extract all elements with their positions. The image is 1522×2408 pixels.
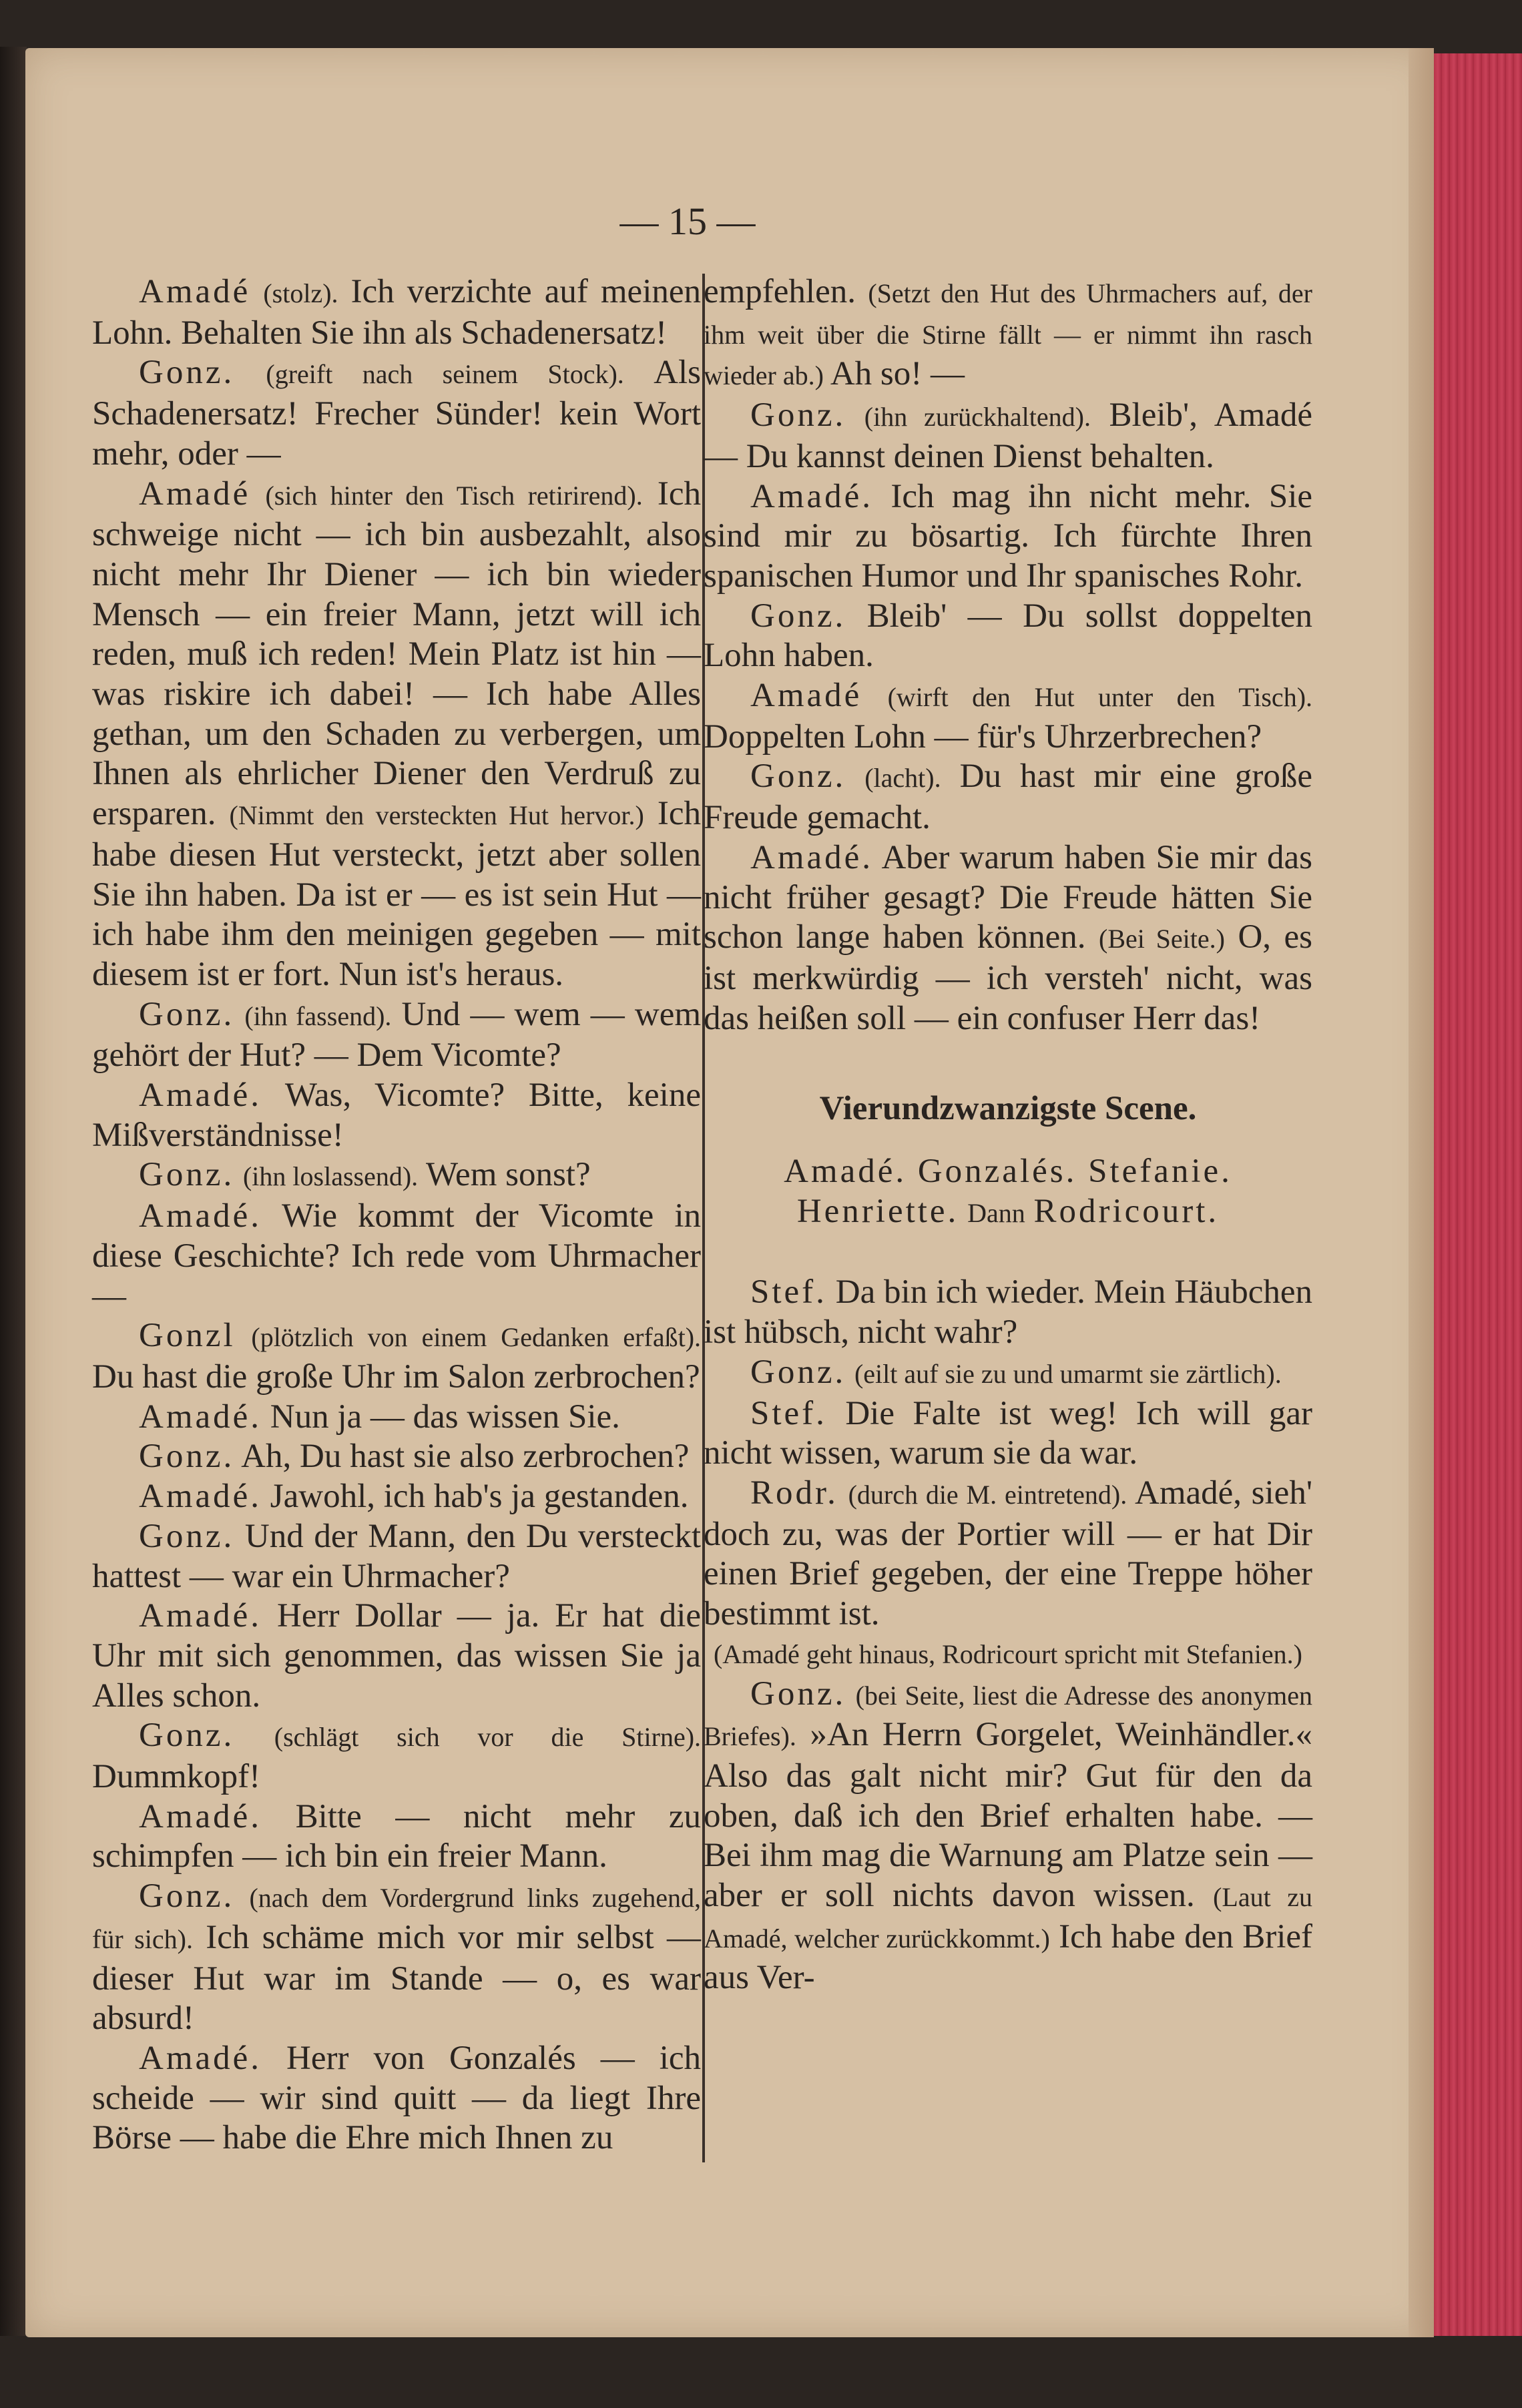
- speaker-name: Gonz.: [750, 597, 846, 635]
- dialogue-line: [92, 1197, 701, 1316]
- dialogue-line: [92, 1316, 701, 1397]
- dialogue-text: Doppelten Lohn — für's Uhrzerbrechen?: [704, 717, 1262, 756]
- dialogue-text: Ich habe den Brief aus Ver-: [704, 1917, 1313, 1997]
- speaker-name: Amadé.: [139, 1197, 262, 1235]
- dialogue-line: [704, 1675, 1312, 1999]
- dialogue-text: Und — wem — wem gehört der Hut? — Dem Vicomte?: [92, 995, 702, 1075]
- book-cover-left: [0, 47, 27, 2336]
- dialogue-text: Ich verzichte auf meinen Lohn. Behalten Sie ihn als Schadenersatz!: [92, 273, 701, 352]
- dialogue-text: Aber warum haben Sie mir das nicht früher gesagt? Die Freude hätten Sie schon lange haben können.: [704, 838, 1312, 956]
- dialogue-text: Da bin ich wieder. Mein Häubchen ist hübsch, nicht wahr?: [704, 1273, 1312, 1351]
- speaker-name: Gonz.: [139, 1517, 235, 1555]
- dialogue-line: [92, 1437, 701, 1477]
- dialogue-line: [704, 676, 1312, 757]
- stage-direction: (wirft den Hut unter den Tisch).: [887, 682, 1313, 713]
- dialogue-line: [92, 1076, 701, 1155]
- dialogue-text: Herr von Gonzalés — ich scheide — wir sind quitt — da liegt Ihre Börse — habe die Ehre mich Ihnen zu: [92, 2039, 702, 2157]
- cast-name: Rodricourt.: [1033, 1192, 1220, 1230]
- speaker-name: Gonz.: [139, 1438, 235, 1476]
- dialogue-text: Ah, Du hast sie also zerbrochen?: [241, 1438, 690, 1476]
- speaker-name: Amadé: [750, 677, 862, 715]
- stage-direction: (ihn zurückhaltend).: [864, 402, 1091, 432]
- dialogue-text: Wem sonst?: [426, 1156, 591, 1194]
- stage-direction: (ihn loslassend).: [242, 1161, 419, 1192]
- dialogue-line: [92, 2039, 701, 2158]
- dialogue-text: Und der Mann, den Du versteckt hattest — war ein Uhrmacher?: [92, 1517, 702, 1595]
- cast-list: [704, 1192, 1312, 1233]
- dialogue-line: [92, 1477, 701, 1517]
- speaker-name: Amadé.: [750, 477, 874, 515]
- dialogue-text: Wie kommt der Vicomte in diese Geschichte? Ich rede vom Uhrmacher —: [92, 1197, 701, 1315]
- scene-title: Vierundzwanzigste Scene.: [819, 1090, 1197, 1128]
- dialogue-text: Herr Dollar — ja. Er hat die Uhr mit sich genommen, das wissen Sie ja Alles schon.: [92, 1597, 702, 1715]
- red-page-edges: [1434, 53, 1522, 2336]
- dialogue-line: [92, 1596, 701, 1716]
- dialogue-text: Ich mag ihn nicht mehr. Sie sind mir zu bösartig. Ich fürchte Ihren spanischen Humor und Ihr spanisches Rohr.: [704, 477, 1313, 595]
- speaker-name: Stef.: [750, 1273, 827, 1311]
- dialogue-text: empfehlen.: [704, 273, 856, 310]
- speaker-name: Amadé.: [139, 1478, 262, 1516]
- stage-direction: (greift nach seinem Stock).: [266, 359, 624, 390]
- dialogue-line: [92, 1517, 701, 1596]
- speaker-name: Gonzl: [139, 1317, 236, 1355]
- dialogue-text: Ich schäme mich vor mir selbst — dieser Hut war im Stande — o, es war absurd!: [92, 1918, 701, 2038]
- dialogue-line: [92, 1398, 701, 1438]
- cast-list: Amadé. Gonzalés. Stefanie.: [784, 1153, 1232, 1191]
- speaker-name: Amadé.: [139, 1077, 262, 1115]
- dialogue-text: Bitte — nicht mehr zu schimpfen — ich bin ein freier Mann.: [92, 1797, 702, 1875]
- dialogue-text: Ah so! —: [830, 355, 965, 393]
- dialogue-line: [92, 1155, 701, 1197]
- dialogue-line: [704, 1353, 1312, 1394]
- dialogue-text: Nun ja — das wissen Sie.: [270, 1398, 620, 1436]
- speaker-name: Amadé.: [139, 1398, 262, 1436]
- dialogue-text: Dummkopf!: [92, 1758, 261, 1796]
- stage-direction: (Laut zu Amadé, welcher zurückkommt.): [704, 1882, 1313, 1953]
- stage-direction: (stolz).: [263, 278, 338, 308]
- dialogue-text: Amadé, sieh' doch zu, was der Portier will — er hat Dir einen Brief gegeben, der eine Treppe höher bestimmt ist.: [704, 1474, 1313, 1633]
- dialogue-line: [704, 1474, 1312, 1634]
- stage-direction: (durch die M. eintretend).: [848, 1479, 1127, 1510]
- speaker-name: Gonz.: [750, 758, 846, 796]
- speaker-name: Gonz.: [750, 1675, 846, 1713]
- dialogue-line: [92, 475, 701, 995]
- page-edge: [1409, 48, 1434, 2337]
- speaker-name: Stef.: [750, 1394, 827, 1432]
- dialogue-line: [92, 1877, 701, 2039]
- dialogue-text: Die Falte ist weg! Ich will gar nicht wissen, warum sie da war.: [704, 1394, 1313, 1472]
- speaker-name: Gonz.: [750, 1353, 846, 1391]
- dialogue-line: [704, 597, 1312, 676]
- speaker-name: Gonz.: [139, 1156, 235, 1194]
- dialogue-text: Als Schadenersatz! Frecher Sünder! kein Wort mehr, oder —: [92, 354, 702, 473]
- dialogue-text: Ich schweige nicht — ich bin ausbezahlt, also nicht mehr Ihr Diener — ich bin wieder Mensch — ein freier Mann, jetzt will ich reden, muß ich reden! Mein Platz ist hin — was riskire ich dabei! — Ich habe Alles gethan, um den Schaden zu verbergen, um Ihnen als ehrlicher Diener den Verdruß zu ersparen.: [92, 475, 701, 833]
- speaker-name: Gonz.: [750, 396, 846, 434]
- speaker-name: Gonz.: [139, 1717, 235, 1755]
- dialogue-line: [704, 1273, 1312, 1352]
- speaker-name: Amadé: [139, 273, 251, 310]
- left-column: [92, 272, 701, 2158]
- dialogue-text: Was, Vicomte? Bitte, keine Mißverständnisse!: [92, 1077, 701, 1154]
- speaker-name: Amadé: [139, 475, 251, 513]
- speaker-name: Gonz.: [139, 995, 235, 1033]
- stage-direction: (lacht).: [864, 763, 941, 794]
- dialogue-text: »An Herrn Gorgelet, Weinhändler.« Also das galt nicht mir? Gut für den da oben, daß ich den Brief erhalten habe. — Bei ihm mag die Warnung am Platze sein — aber er soll nichts davon wissen.: [704, 1716, 1312, 1915]
- stage-direction: (plötzlich von einem Gedanken erfaßt).: [251, 1322, 702, 1353]
- dialogue-line: [704, 838, 1312, 1039]
- stage-direction: (Nimmt den versteckten Hut hervor.): [229, 800, 644, 831]
- dialogue-text: Jawohl, ich hab's ja gestanden.: [270, 1478, 689, 1516]
- dialogue-text: Bleib' — Du sollst doppelten Lohn haben.: [704, 597, 1312, 675]
- dialogue-text: Du hast mir eine große Freude gemacht.: [704, 758, 1313, 837]
- dialogue-line: [704, 396, 1312, 477]
- stage-direction: (eilt auf sie zu und umarmt sie zärtlich).: [854, 1358, 1282, 1389]
- dialogue-line: [92, 1797, 701, 1877]
- stage-direction: (nach dem Vordergrund links zugehend, für sich).: [92, 1883, 702, 1954]
- dialogue-line: [704, 477, 1312, 597]
- speaker-name: Amadé.: [139, 2039, 262, 2077]
- dialogue-line: [92, 995, 701, 1076]
- dialogue-line: [92, 1716, 701, 1797]
- speaker-name: Rodr.: [750, 1474, 838, 1512]
- speaker-name: Amadé.: [139, 1597, 262, 1635]
- stage-direction: (sich hinter den Tisch retirirend).: [265, 480, 643, 511]
- speaker-name: Amadé.: [139, 1797, 262, 1835]
- stage-direction: (schlägt sich vor die Stirne).: [274, 1722, 702, 1753]
- speaker-name: Gonz.: [139, 354, 235, 392]
- stage-direction: (ihn fassend).: [244, 1000, 392, 1031]
- dialogue-line: [92, 353, 701, 474]
- speaker-name: Amadé.: [750, 838, 874, 876]
- dialogue-text: Bleib', Amadé — Du kannst deinen Dienst behalten.: [704, 396, 1312, 475]
- stage-direction: Dann: [967, 1197, 1025, 1228]
- continuation-line: [704, 272, 1312, 396]
- cast-name: Henriette.: [796, 1192, 959, 1230]
- dialogue-line: [704, 757, 1312, 838]
- stage-direction: (bei Seite, liest die Adresse des anonymen Briefes).: [704, 1680, 1313, 1752]
- stage-direction: (Bei Seite.): [1099, 924, 1225, 954]
- stage-direction: (Setzt den Hut des Uhrmachers auf, der ihm weit über die Stirne fällt — er nimmt ihn rasch wieder ab.): [704, 278, 1312, 391]
- dialogue-line: [92, 272, 701, 353]
- dialogue-text: O, es ist merkwürdig — ich versteh' nicht, was das heißen soll — ein confuser Herr das!: [704, 918, 1313, 1037]
- dialogue-text: Ich habe diesen Hut versteckt, jetzt aber sollen Sie ihn haben. Da ist er — es ist sein Hut — ich habe ihm den meinigen gegeben — mit diesem ist er fort. Nun ist's heraus.: [92, 795, 702, 993]
- right-column: [704, 272, 1312, 1998]
- dialogue-line: [704, 1394, 1312, 1474]
- page-number: — 15 —: [619, 200, 756, 243]
- speaker-name: Gonz.: [139, 1877, 235, 1915]
- dialogue-text: Du hast die große Uhr im Salon zerbrochen?: [92, 1358, 700, 1396]
- stage-direction: (Amadé geht hinaus, Rodricourt spricht mit Stefanien.): [713, 1638, 1302, 1669]
